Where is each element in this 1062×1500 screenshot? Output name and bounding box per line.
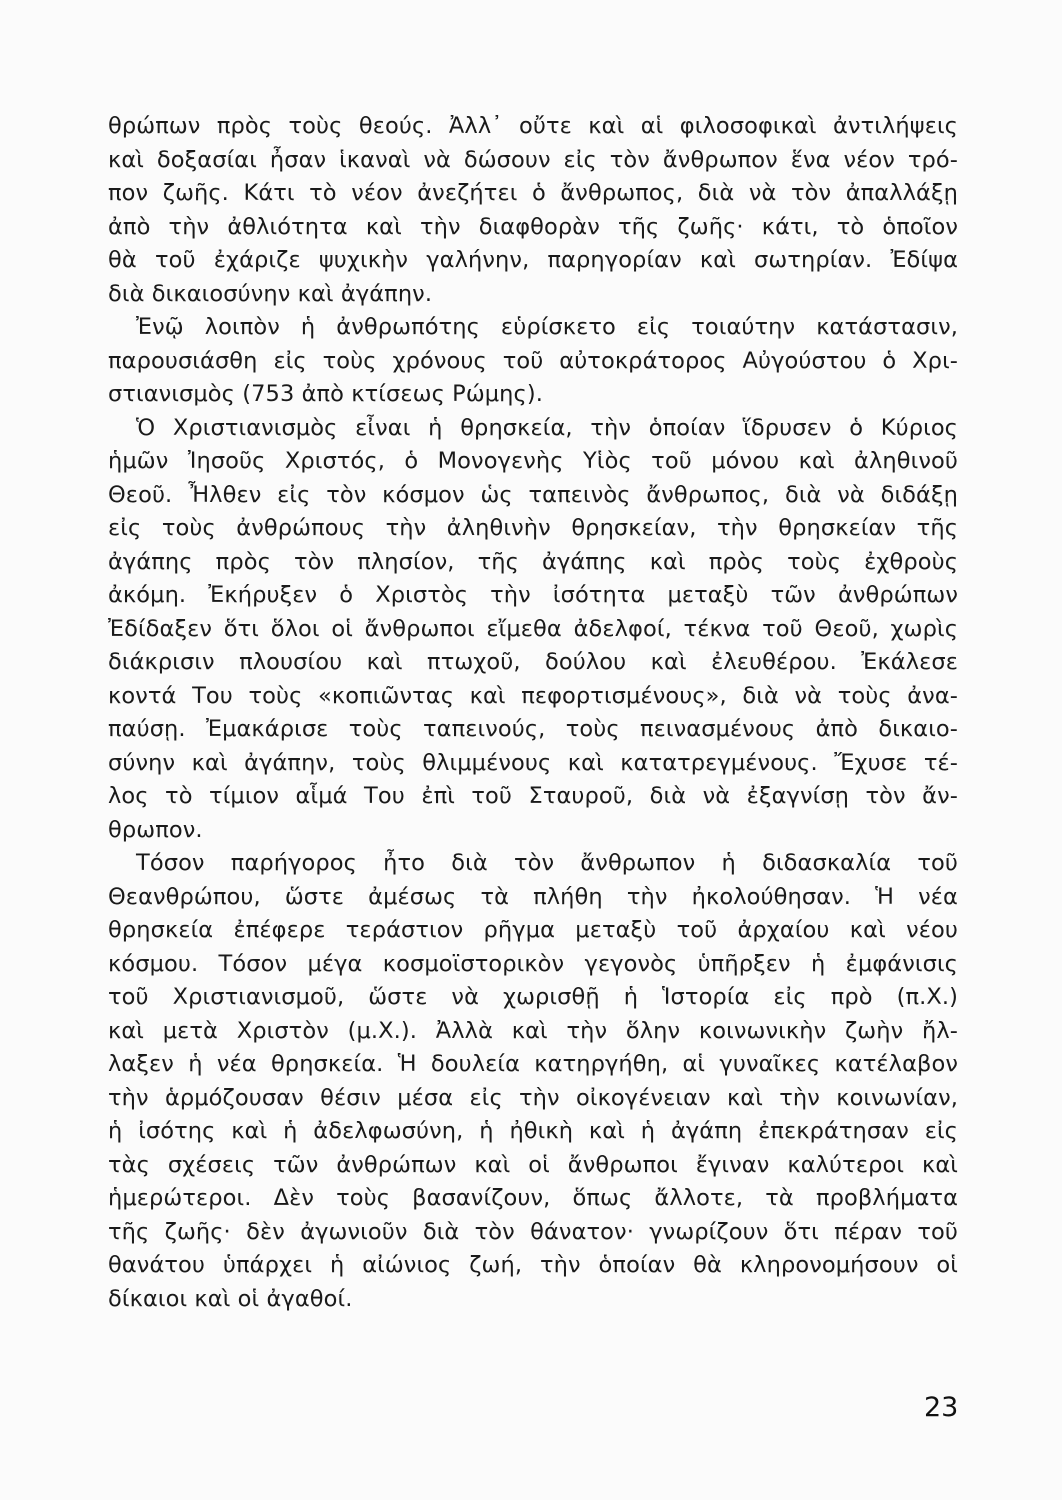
text-line: θρώπων πρὸς τοὺς θεούς. Ἀλλ᾽ οὔτε καὶ αἱ φιλοσοφικαὶ ἀντιλήψεις (108, 113, 958, 139)
text-line: ἀπὸ τὴν ἀθλιότητα καὶ τὴν διαφθορὰν τῆς ζωῆς· κάτι, τὸ ὁποῖον (108, 213, 958, 240)
text-line: θρωπον. (108, 816, 203, 843)
text-line: δίκαιοι καὶ οἱ ἀγαθοί. (108, 1285, 353, 1312)
text-line: θὰ τοῦ ἐχάριζε ψυχικὴν γαλήνην, παρηγορίαν καὶ σωτηρίαν. Ἐδίψα (108, 247, 958, 273)
text-line: εἰς τοὺς ἀνθρώπους τὴν ἀληθινὴν θρησκείαν, τὴν θρησκείαν τῆς (108, 515, 958, 541)
text-line: στιανισμὸς (753 ἀπὸ κτίσεως Ρώμης). (108, 381, 543, 407)
text-line: Ἐνῷ λοιπὸν ἡ ἀνθρωπότης εὑρίσκετο εἰς τοιαύτην κατάστασιν, (136, 314, 958, 340)
text-line: κόσμου. Τόσον μέγα κοσμοϊστορικὸν γεγονὸς ὑπῆρξεν ἡ ἐμφάνισις (108, 950, 958, 977)
text-line: διὰ δικαιοσύνην καὶ ἀγάπην. (108, 280, 433, 307)
text-line: διάκρισιν πλουσίου καὶ πτωχοῦ, δούλου καὶ ἐλευθέρου. Ἐκάλεσε (108, 649, 958, 675)
text-line: ἀγάπης πρὸς τὸν πλησίον, τῆς ἀγάπης καὶ πρὸς τοὺς ἐχθροὺς (108, 548, 958, 575)
paragraph (108, 311, 958, 412)
text-line: τῆς ζωῆς· δὲν ἀγωνιοῦν διὰ τὸν θάνατον· γνωρίζουν ὅτι πέραν τοῦ (108, 1218, 958, 1245)
text-line: ἡμῶν Ἰησοῦς Χριστός, ὁ Μονογενὴς Υἱὸς τοῦ μόνου καὶ ἀληθινοῦ (108, 448, 958, 474)
text-line: τὰς σχέσεις τῶν ἀνθρώπων καὶ οἱ ἄνθρωποι ἔγιναν καλύτεροι καὶ (108, 1151, 958, 1178)
text-line: Θεανθρώπου, ὥστε ἀμέσως τὰ πλήθη τὴν ἠκολούθησαν. Ἡ νέα (108, 883, 958, 910)
paragraph (108, 412, 958, 848)
text-line: παύσῃ. Ἐμακάρισε τοὺς ταπεινούς, τοὺς πεινασμένους ἀπὸ δικαιο- (108, 716, 958, 742)
paragraph (108, 110, 958, 311)
text-line: ἡμερώτεροι. Δὲν τοὺς βασανίζουν, ὅπως ἄλλοτε, τὰ προβλήματα (108, 1185, 958, 1211)
text-line: λος τὸ τίμιον αἷμά Του ἐπὶ τοῦ Σταυροῦ, διὰ νὰ ἐξαγνίσῃ τὸν ἄν- (108, 783, 958, 809)
text-line: Θεοῦ. Ἦλθεν εἰς τὸν κόσμον ὡς ταπεινὸς ἄνθρωπος, διὰ νὰ διδάξῃ (108, 481, 958, 508)
text-line: καὶ δοξασίαι ἦσαν ἱκαναὶ νὰ δώσουν εἰς τὸν ἄνθρωπον ἕνα νέον τρό- (108, 146, 958, 173)
page-number: 23 (924, 1392, 959, 1423)
text-line: θρησκεία ἐπέφερε τεράστιον ρῆγμα μεταξὺ τοῦ ἀρχαίου καὶ νέου (108, 917, 958, 943)
text-line: ἀκόμη. Ἐκήρυξεν ὁ Χριστὸς τὴν ἰσότητα μεταξὺ τῶν ἀνθρώπων (108, 582, 958, 608)
text-line: παρουσιάσθη εἰς τοὺς χρόνους τοῦ αὐτοκράτορος Αὐγούστου ὁ Χρι- (108, 347, 958, 374)
text-line: Τόσον παρήγορος ἦτο διὰ τὸν ἄνθρωπον ἡ διδασκαλία τοῦ (136, 850, 958, 876)
text-line: ἡ ἰσότης καὶ ἡ ἀδελφωσύνη, ἡ ἠθικὴ καὶ ἡ ἀγάπη ἐπεκράτησαν εἰς (108, 1118, 958, 1144)
text-line: τὴν ἁρμόζουσαν θέσιν μέσα εἰς τὴν οἰκογένειαν καὶ τὴν κοινωνίαν, (108, 1084, 958, 1111)
text-line: Ἐδίδαξεν ὅτι ὅλοι οἱ ἄνθρωποι εἴμεθα ἀδελφοί, τέκνα τοῦ Θεοῦ, χωρὶς (108, 615, 958, 642)
body-text (108, 110, 958, 1316)
text-line: λαξεν ἡ νέα θρησκεία. Ἡ δουλεία κατηργήθη, αἱ γυναῖκες κατέλαβον (108, 1051, 958, 1077)
paragraph (108, 847, 958, 1316)
text-line: θανάτου ὑπάρχει ἡ αἰώνιος ζωή, τὴν ὁποίαν θὰ κληρονομήσουν οἱ (108, 1252, 958, 1278)
text-line: τοῦ Χριστιανισμοῦ, ὥστε νὰ χωρισθῇ ἡ Ἱστορία εἰς πρὸ (π.Χ.) (108, 984, 958, 1010)
text-line: σύνην καὶ ἀγάπην, τοὺς θλιμμένους καὶ κατατρεγμένους. Ἔχυσε τέ- (108, 749, 958, 776)
text-line: καὶ μετὰ Χριστὸν (μ.Χ.). Ἀλλὰ καὶ τὴν ὅλην κοινωνικὴν ζωὴν ἤλ- (108, 1017, 958, 1044)
text-line: κοντά Του τοὺς «κοπιῶντας καὶ πεφορτισμένους», διὰ νὰ τοὺς ἀνα- (108, 682, 958, 709)
text-line: πον ζωῆς. Κάτι τὸ νέον ἀνεζήτει ὁ ἄνθρωπος, διὰ νὰ τὸν ἀπαλλάξῃ (108, 180, 958, 206)
text-line: Ὁ Χριστιανισμὸς εἶναι ἡ θρησκεία, τὴν ὁποίαν ἵδρυσεν ὁ Κύριος (136, 414, 958, 441)
